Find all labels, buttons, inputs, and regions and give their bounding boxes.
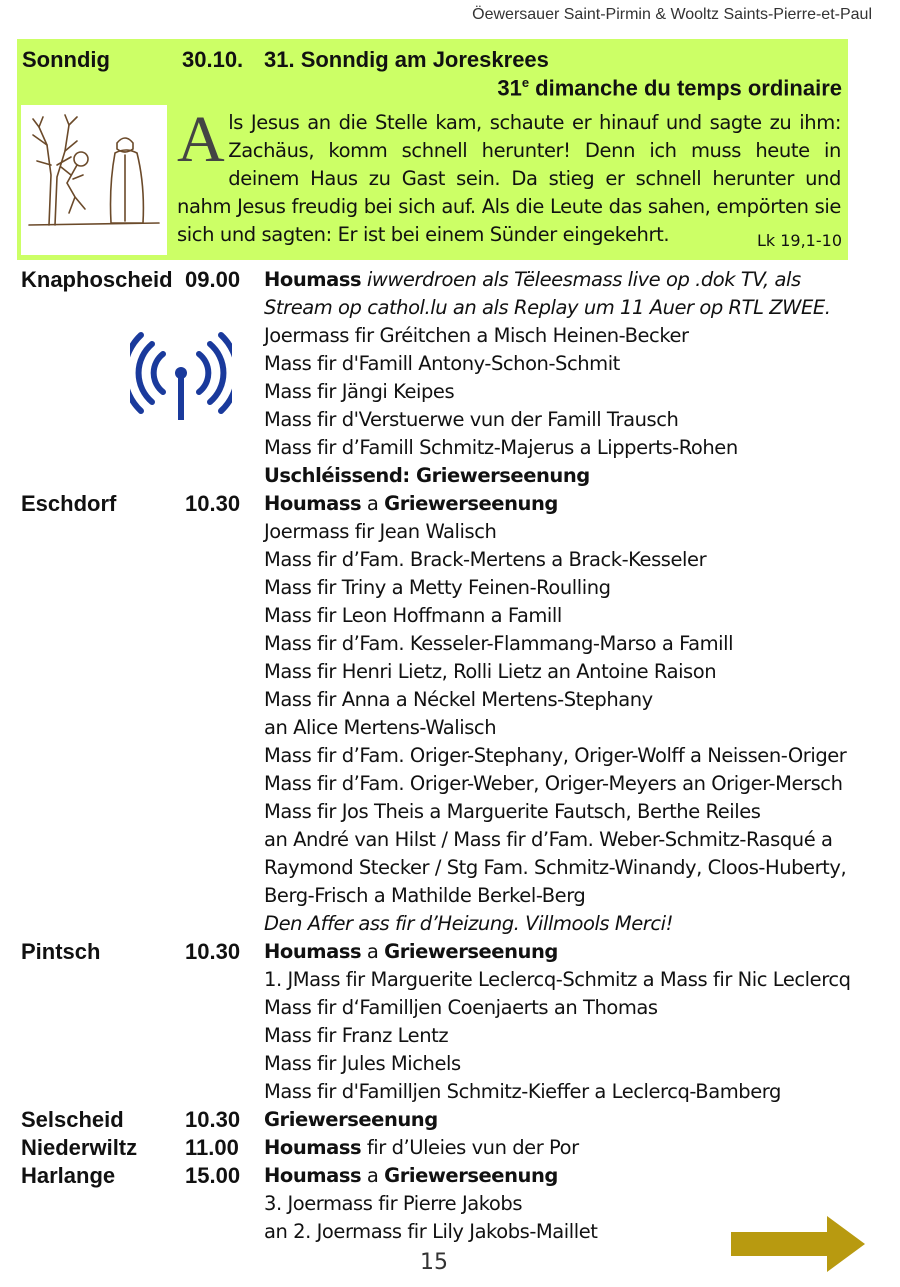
schedule-line: Mass fir d'Verstuerwe vun der Famill Trausch (264, 408, 679, 431)
schedule-line: Mass fir Henri Lietz, Rolli Lietz an Antoine Raison (264, 660, 717, 683)
schedule-line: Uschléissend: Griewerseenung (264, 464, 590, 487)
schedule-line: Mass fir Triny a Metty Feinen-Roulling (264, 576, 611, 599)
schedule-line: Joermass fir Gréitchen a Misch Heinen-Becker (264, 324, 689, 347)
schedule-line: Mass fir Franz Lentz (264, 1024, 449, 1047)
schedule-line: Joermass fir Jean Walisch (264, 520, 497, 543)
schedule-line: Houmass fir d’Uleies vun der Por (264, 1136, 579, 1159)
schedule-line: Mass fir d’Fam. Origer-Stephany, Origer-Wolff a Neissen-Origer (264, 744, 847, 767)
schedule-entry-niederwiltz (21, 1134, 881, 1162)
mass-time: 10.30 (185, 939, 241, 964)
schedule-entry-eschdorf (21, 490, 881, 938)
banner-date: 30.10. (182, 47, 244, 72)
schedule-line: 3. Joermass fir Pierre Jakobs (264, 1192, 523, 1215)
schedule-line: Houmass a Griewerseenung (264, 1164, 558, 1187)
banner-title-french: 31e dimanche du temps ordinaire (497, 75, 842, 101)
schedule-entry-knaphoscheid (21, 266, 881, 490)
sunday-banner (17, 39, 848, 260)
place-name: Knaphoscheid (21, 267, 173, 292)
schedule-line: Mass fir Jules Michels (264, 1052, 461, 1075)
next-page-arrow-icon[interactable] (731, 1216, 865, 1272)
schedule-line: Raymond Stecker / Stg Fam. Schmitz-Winandy, Cloos-Huberty, (264, 856, 847, 879)
schedule-line: an Alice Mertens-Walisch (264, 716, 497, 739)
schedule-line: Mass fir d’Fam. Origer-Weber, Origer-Meyers an Origer-Mersch (264, 772, 843, 795)
schedule-line: an 2. Joermass fir Lily Jakobs-Maillet (264, 1220, 598, 1243)
schedule-line: Mass fir Anna a Néckel Mertens-Stephany (264, 688, 653, 711)
schedule-line: Den Affer ass fir d’Heizung. Villmools Merci! (264, 912, 673, 935)
parish-header: Öewersauer Saint-Pirmin & Wooltz Saints-Pierre-et-Paul (472, 6, 872, 23)
mass-time: 10.30 (185, 1107, 241, 1132)
schedule-line: an André van Hilst / Mass fir d’Fam. Weber-Schmitz-Rasqué a (264, 828, 833, 851)
place-name: Eschdorf (21, 491, 117, 516)
schedule-line: Houmass a Griewerseenung (264, 492, 558, 515)
mass-time: 10.30 (185, 491, 241, 516)
page-number: 15 (420, 1250, 448, 1275)
schedule-line: Mass fir d'Famill Antony-Schon-Schmit (264, 352, 620, 375)
schedule-entry-pintsch (21, 938, 881, 1106)
schedule-line: Houmass iwwerdroen als Tëleesmass live op .dok TV, als (264, 268, 801, 291)
schedule-line: Griewerseenung (264, 1108, 438, 1131)
schedule-line: Berg-Frisch a Mathilde Berkel-Berg (264, 884, 586, 907)
mass-time: 09.00 (185, 267, 241, 292)
mass-time: 11.00 (185, 1135, 239, 1160)
banner-title-luxembourgish: 31. Sonndig am Joreskrees (264, 47, 549, 72)
schedule-line: Stream op cathol.lu an als Replay um 11 Auer op RTL ZWEE. (264, 296, 831, 319)
place-name: Niederwiltz (21, 1135, 138, 1160)
schedule-line: 1. JMass fir Marguerite Leclercq-Schmitz a Mass fir Nic Leclercq (264, 968, 851, 991)
schedule-entry-selscheid (21, 1106, 881, 1134)
place-name: Harlange (21, 1163, 116, 1188)
schedule-line: Mass fir Leon Hoffmann a Famill (264, 604, 562, 627)
banner-day: Sonndig (22, 47, 110, 72)
gospel-text: Als Jesus an die Stelle kam, schaute er hinauf und sagte zu ihm: Zachäus, komm schnell herunter! Denn ich muss heute in deinem Haus zu Gast sein. Da stieg er schnell herunter und nahm Jesus freudig bei sich auf. Als die Leute das sahen, empörten sie sich und sagten: Er ist bei einem Sünder eingekehrt. (177, 103, 841, 246)
mass-time: 15.00 (185, 1163, 241, 1188)
schedule-line: Mass fir Jängi Keipes (264, 380, 455, 403)
mass-schedule (21, 266, 881, 1246)
gospel-reference: Lk 19,1-10 (756, 231, 842, 250)
schedule-line: Mass fir d’Fam. Brack-Mertens a Brack-Kesseler (264, 548, 707, 571)
schedule-line: Houmass a Griewerseenung (264, 940, 558, 963)
schedule-line: Mass fir d‘Familljen Coenjaerts an Thomas (264, 996, 658, 1019)
gospel-dropcap: A (177, 103, 225, 176)
schedule-line: Mass fir d’Famill Schmitz-Majerus a Lipperts-Rohen (264, 436, 738, 459)
place-name: Selscheid (21, 1107, 124, 1132)
schedule-line: Mass fir d'Familljen Schmitz-Kieffer a Leclercq-Bamberg (264, 1080, 781, 1103)
schedule-line: Mass fir Jos Theis a Marguerite Fautsch, Berthe Reiles (264, 800, 761, 823)
zacchaeus-tree-drawing-icon (21, 105, 167, 255)
place-name: Pintsch (21, 939, 101, 964)
schedule-line: Mass fir d’Fam. Kesseler-Flammang-Marso a Famill (264, 632, 734, 655)
